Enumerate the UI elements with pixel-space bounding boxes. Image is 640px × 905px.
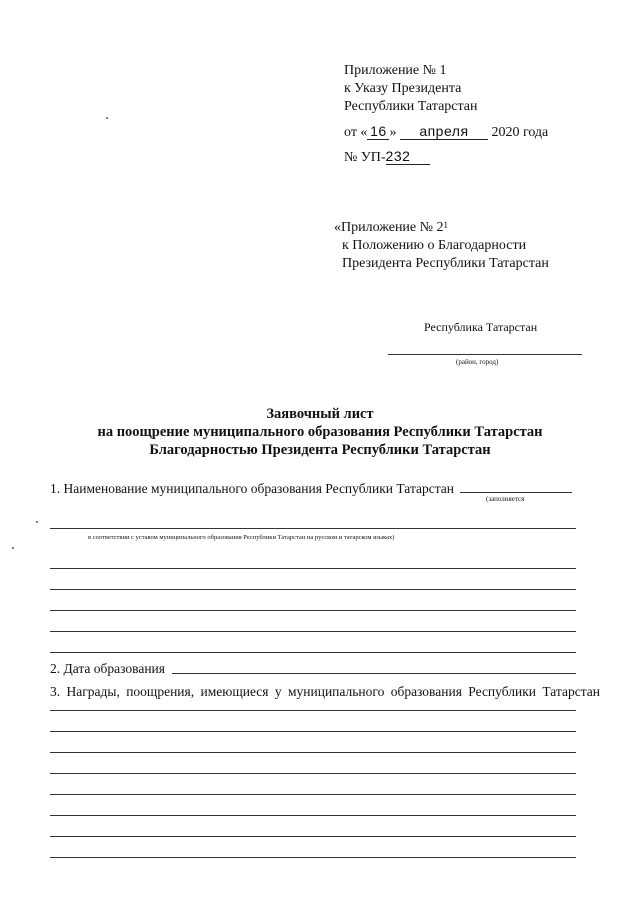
appendix2-line3: Президента Республики Татарстан [342, 256, 549, 271]
appendix1-number [344, 148, 430, 166]
title-line1: Заявочный лист [266, 406, 374, 422]
region-caption: (район, город) [456, 358, 499, 366]
item3-label: 3. Награды, поощрения, имеющиеся у муниципального образования Республики Татарстан [50, 684, 601, 699]
date-month: апреля [400, 123, 488, 140]
appendix1-line2: к Указу Президента [344, 81, 462, 96]
number-prefix: № УП- [344, 150, 386, 165]
item3-line-6 [50, 815, 576, 816]
appendix1-date [344, 123, 548, 141]
item1-line-6 [50, 652, 576, 653]
item2-label: 2. Дата образования [50, 661, 165, 676]
date-year: 2020 года [491, 125, 549, 140]
item1-line-2 [50, 568, 576, 569]
date-prefix: от « [344, 125, 368, 140]
scan-speck [106, 117, 108, 119]
scan-speck [12, 547, 14, 549]
item1-line-4 [50, 610, 576, 611]
item1-inline-line [460, 492, 572, 493]
date-mid: » [389, 125, 397, 140]
item1-hint: (заполняется [486, 495, 525, 503]
number-value: 232 [386, 148, 430, 165]
item3-line-2 [50, 731, 576, 732]
item3-line-1 [50, 710, 576, 711]
title-line3: Благодарностью Президента Республики Татарстан [149, 442, 491, 458]
item1-line-3 [50, 589, 576, 590]
appendix2-line1 [334, 219, 448, 236]
appendix1-line3: Республики Татарстан [344, 99, 478, 114]
item3-line-7 [50, 836, 576, 837]
title-line2: на поощрение муниципального образования Республики Татарстан [97, 424, 543, 440]
appendix2-line1-text: «Приложение № 2 [334, 220, 444, 235]
region-value: Республика Татарстан [424, 320, 538, 334]
scan-speck [36, 521, 38, 523]
region-underline [388, 354, 582, 355]
item2-line [172, 673, 576, 674]
item1-line-1 [50, 528, 576, 529]
item1-label: 1. Наименование муниципального образования Республики Татарстан [50, 481, 455, 496]
appendix2-line2: к Положению о Благодарности [342, 238, 527, 253]
item3-line-8 [50, 857, 576, 858]
item3-line-4 [50, 773, 576, 774]
item1-line-5 [50, 631, 576, 632]
item3-line-3 [50, 752, 576, 753]
item1-caption: в соответствии с уставом муниципального образования Республики Татарстан на русском и татарском языках) [88, 534, 395, 541]
item3-line-5 [50, 794, 576, 795]
appendix2-superscript: 1 [443, 220, 448, 230]
date-day: 16 [367, 123, 389, 140]
appendix1-line1: Приложение № 1 [344, 63, 447, 78]
